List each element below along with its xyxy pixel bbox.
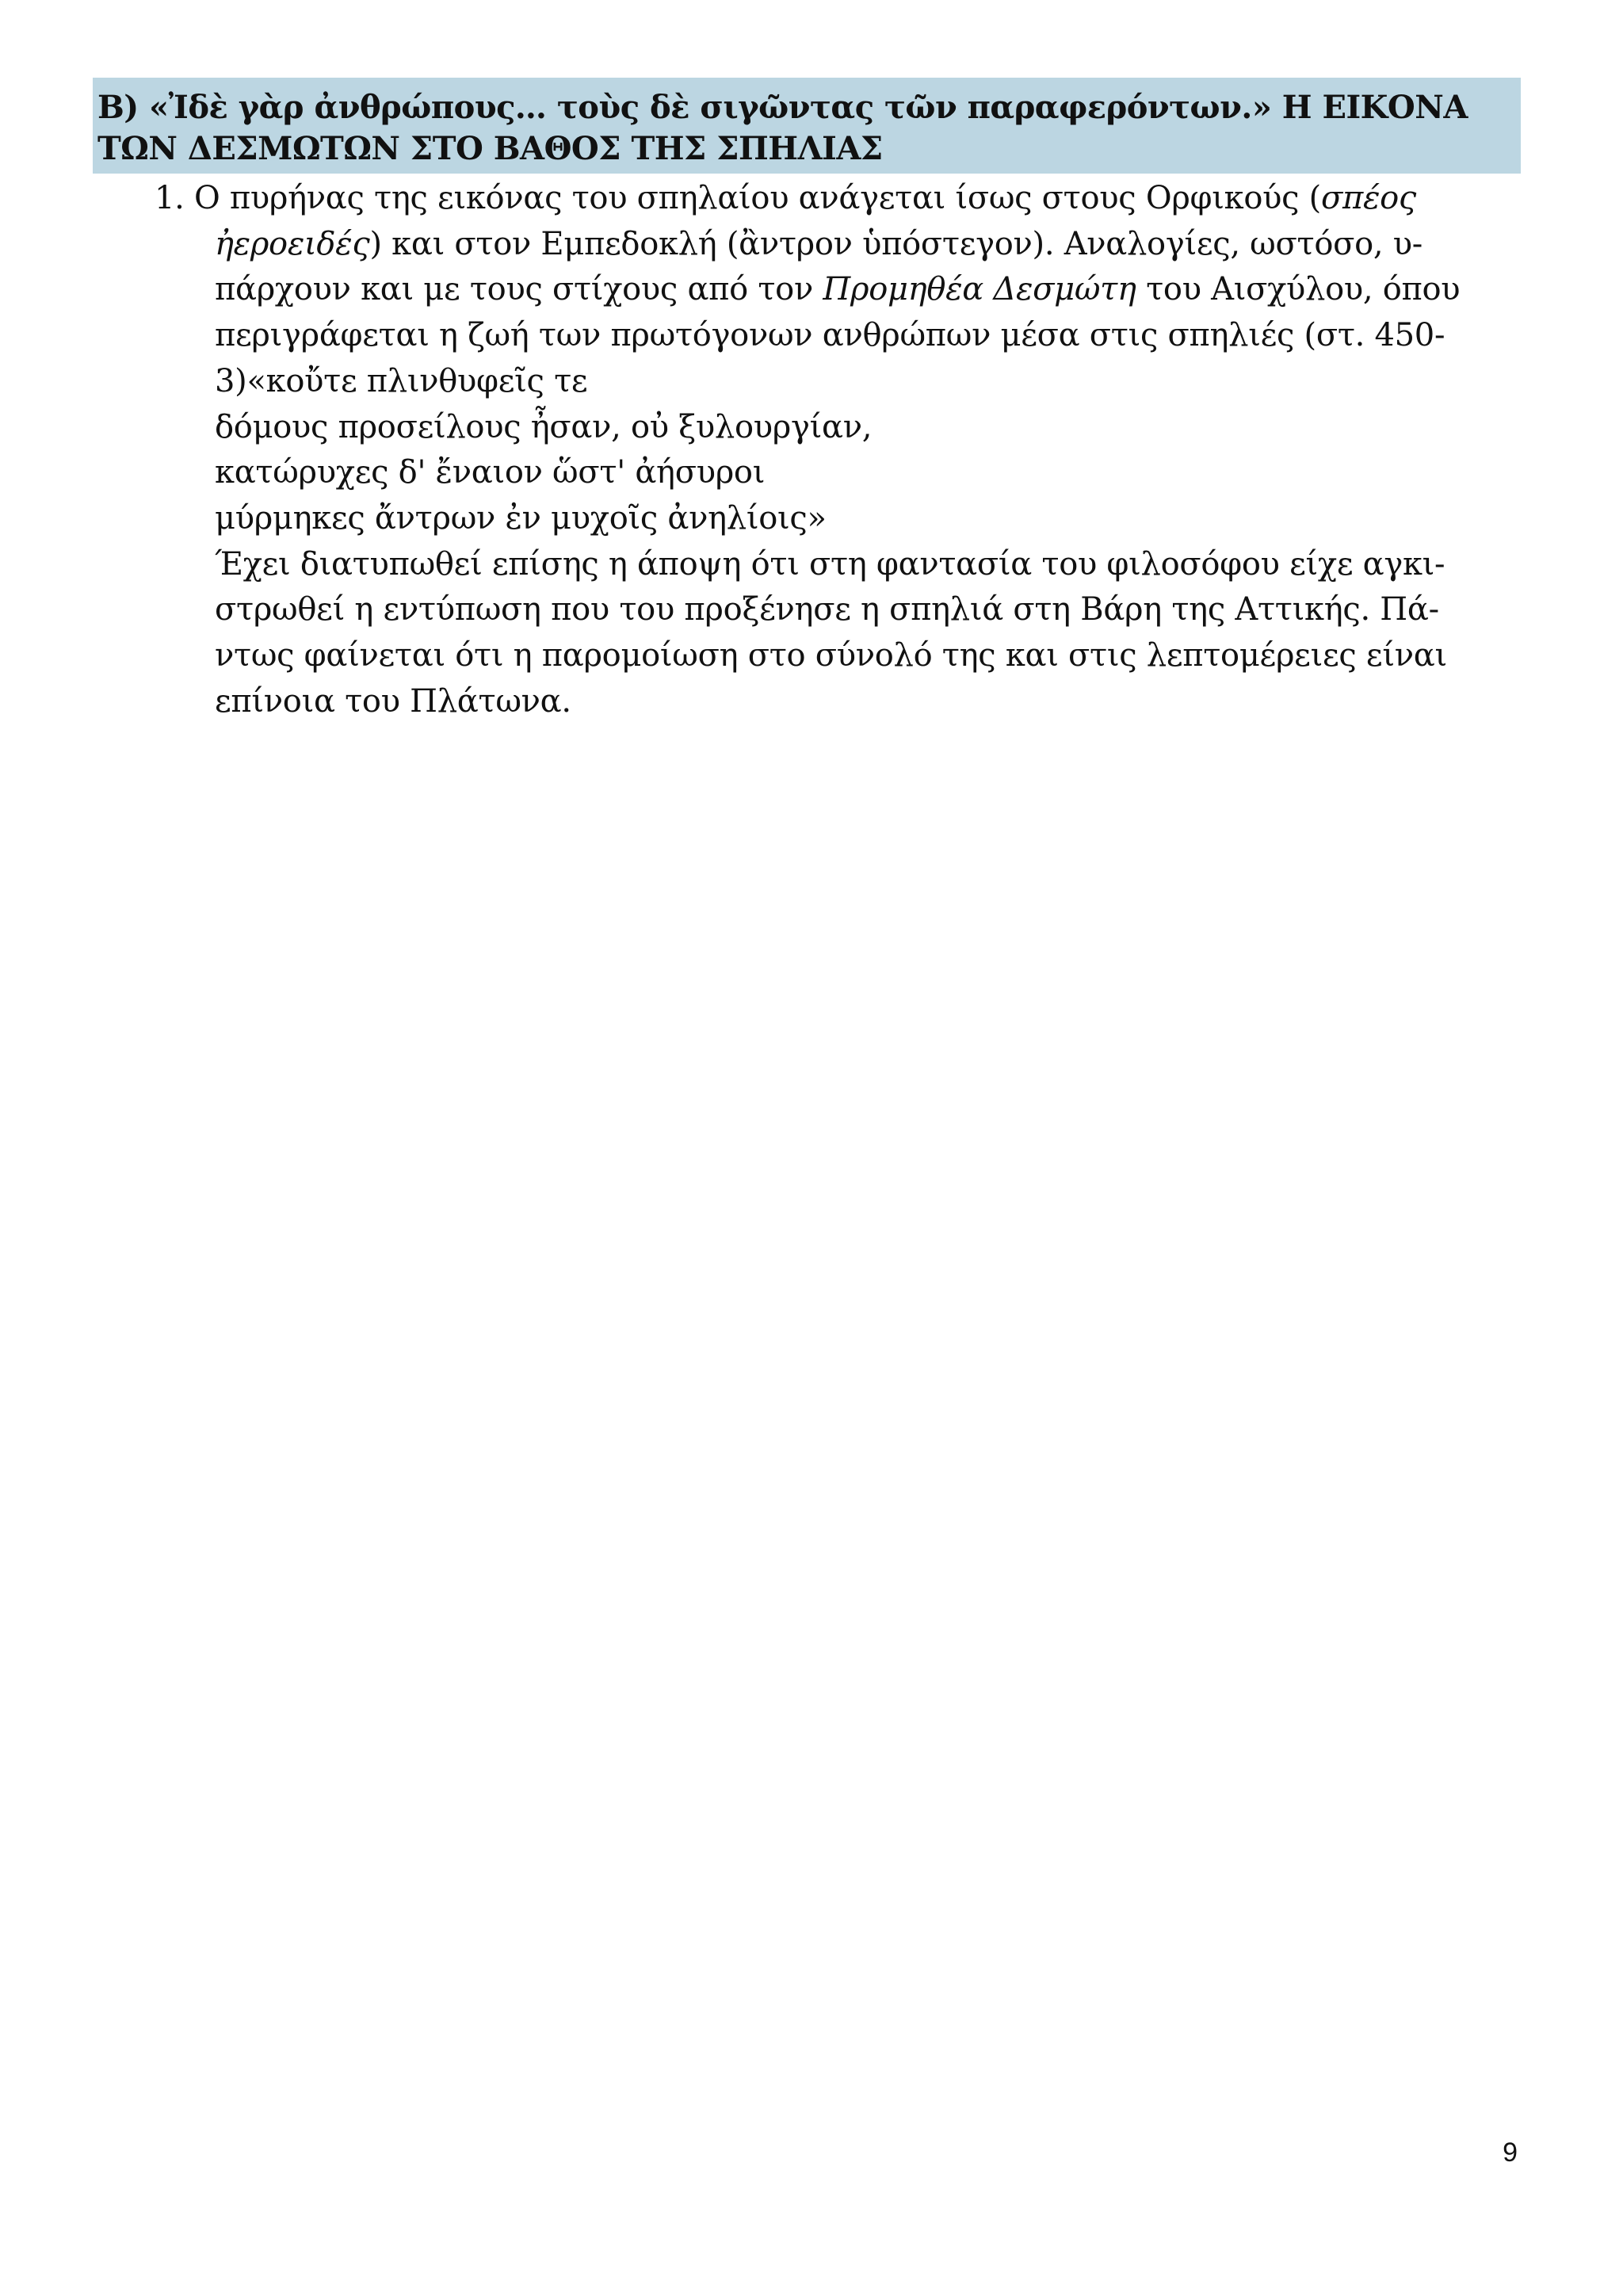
italic-title: Προμηθέα Δεσμώτη <box>823 271 1136 308</box>
italic-term: ἠεροειδές <box>215 225 370 262</box>
item-text: Ο πυρήνας της εικόνας του σπηλαίου ανάγεται ίσως στους Ορφικούς ( <box>194 180 1321 216</box>
item-text: ) και στον Εμπεδοκλή (ἂντρον ὑπόστεγον). Αναλογίες, ωστόσο, υ- <box>369 225 1423 262</box>
numbered-item <box>155 176 1526 724</box>
item-line-5: 3)«κοὔτε πλινθυφεῖς τε <box>215 362 588 399</box>
item-line-2 <box>155 222 1526 268</box>
item-number: 1. <box>155 180 185 216</box>
item-line-9: Έχει διατυπωθεί επίσης η άποψη ότι στη φαντασία του φιλοσόφου είχε αγκι- <box>215 545 1445 583</box>
item-text: πάρχουν και με τους στίχους από τον <box>215 271 823 308</box>
verse-line-1: δόμους προσείλους ἦσαν, οὐ ξυλουργίαν, <box>215 408 873 445</box>
item-line-1 <box>155 176 1526 222</box>
section-heading-line-2: ΤΩΝ ΔΕΣΜΩΤΩΝ ΣΤΟ ΒΑΘΟΣ ΤΗΣ ΣΠΗΛΙΑΣ <box>97 130 883 167</box>
item-line-3 <box>155 267 1526 313</box>
italic-term: σπέος <box>1320 180 1416 216</box>
verse-line-2: κατώρυχες δ' ἔναιον ὥστ' ἀήσυροι <box>215 454 766 491</box>
page-number: 9 <box>1503 2137 1518 2168</box>
item-line-4: περιγράφεται η ζωή των πρωτόγονων ανθρώπων μέσα στις σπηλιές (στ. 450- <box>215 317 1445 354</box>
item-line-10: στρωθεί η εντύπωση που του προξένησε η σπηλιά στη Βάρη της Αττικής. Πά- <box>215 591 1439 628</box>
section-heading-line-1: Β) «Ἰδὲ γὰρ ἀνθρώπους… τοὺς δὲ σιγῶντας τῶν παραφερόντων.» Η ΕΙΚΟΝΑ <box>97 89 1468 126</box>
section-heading <box>93 78 1521 174</box>
verse-line-3: μύρμηκες ἄντρων ἐν μυχοῖς ἀνηλίοις» <box>215 499 827 537</box>
item-line-12: επίνοια του Πλάτωνα. <box>215 682 571 720</box>
item-line-11: ντως φαίνεται ότι η παρομοίωση στο σύνολό της και στις λεπτομέρειες είναι <box>215 637 1447 674</box>
item-text: του Αισχύλου, όπου <box>1136 271 1461 308</box>
